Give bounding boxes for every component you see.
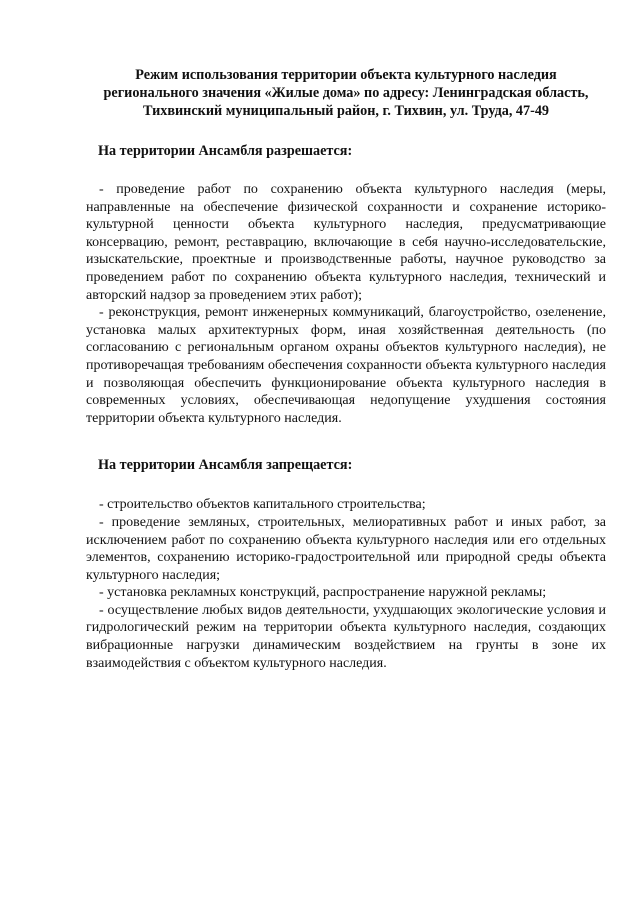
title-line-3: Тихвинский муниципальный район, г. Тихвин, ул. Труда, 47-49: [142, 103, 550, 119]
prohibited-item-4: - осуществление любых видов деятельности, ухудшающих экологические условия и гидрологический режим на территории объекта культурного наследия, создающих вибрационные нагрузки динамическим воздействием на грунты в зоне их взаимодействия с объектом культурного наследия.: [86, 602, 606, 671]
title-line-2: регионального значения «Жилые дома» по адресу: Ленинградская область,: [103, 85, 589, 101]
allowed-heading: На территории Ансамбля разрешается:: [98, 143, 353, 159]
allowed-item-2: - реконструкция, ремонт инженерных коммуникаций, благоустройство, озеленение, установка малых архитектурных форм, иная хозяйственная деятельность (по согласованию с региональным органом охраны объектов культурного наследия), не противоречащая требованиям обеспечения сохранности объекта культурного наследия и позволяющая обеспечить функционирование объекта культурного наследия в современных условиях, обеспечивающая недопущение ухудшения состояния территории объекта культурного наследия.: [86, 305, 606, 426]
prohibited-item-3: - установка рекламных конструкций, распространение наружной рекламы;: [99, 585, 547, 601]
allowed-item-1: - проведение работ по сохранению объекта культурного наследия (меры, направленные на обеспечение физической сохранности и сохранение историко-культурной ценности объекта культурного наследия, предусматривающие консервацию, ремонт, реставрацию, включающие в себя научно-исследовательские, изыскательские, проектные и производственные работы, научное руководство за проведением работ по сохранению объекта культурного наследия, технический и авторский надзор за проведением этих работ);: [86, 182, 606, 303]
document-title: [86, 66, 606, 120]
prohibited-heading: На территории Ансамбля запрещается:: [98, 457, 353, 474]
prohibited-item-2: - проведение земляных, строительных, мелиоративных работ и иных работ, за исключением работ по сохранению объекта культурного наследия или его отдельных элементов, сохранению историко-градостроительной или природной среды объекта культурного наследия;: [86, 514, 606, 583]
prohibited-item-1: - строительство объектов капитального строительства;: [99, 497, 426, 513]
title-line-1: Режим использования территории объекта культурного наследия: [135, 67, 557, 83]
section-spacer: [86, 427, 606, 456]
